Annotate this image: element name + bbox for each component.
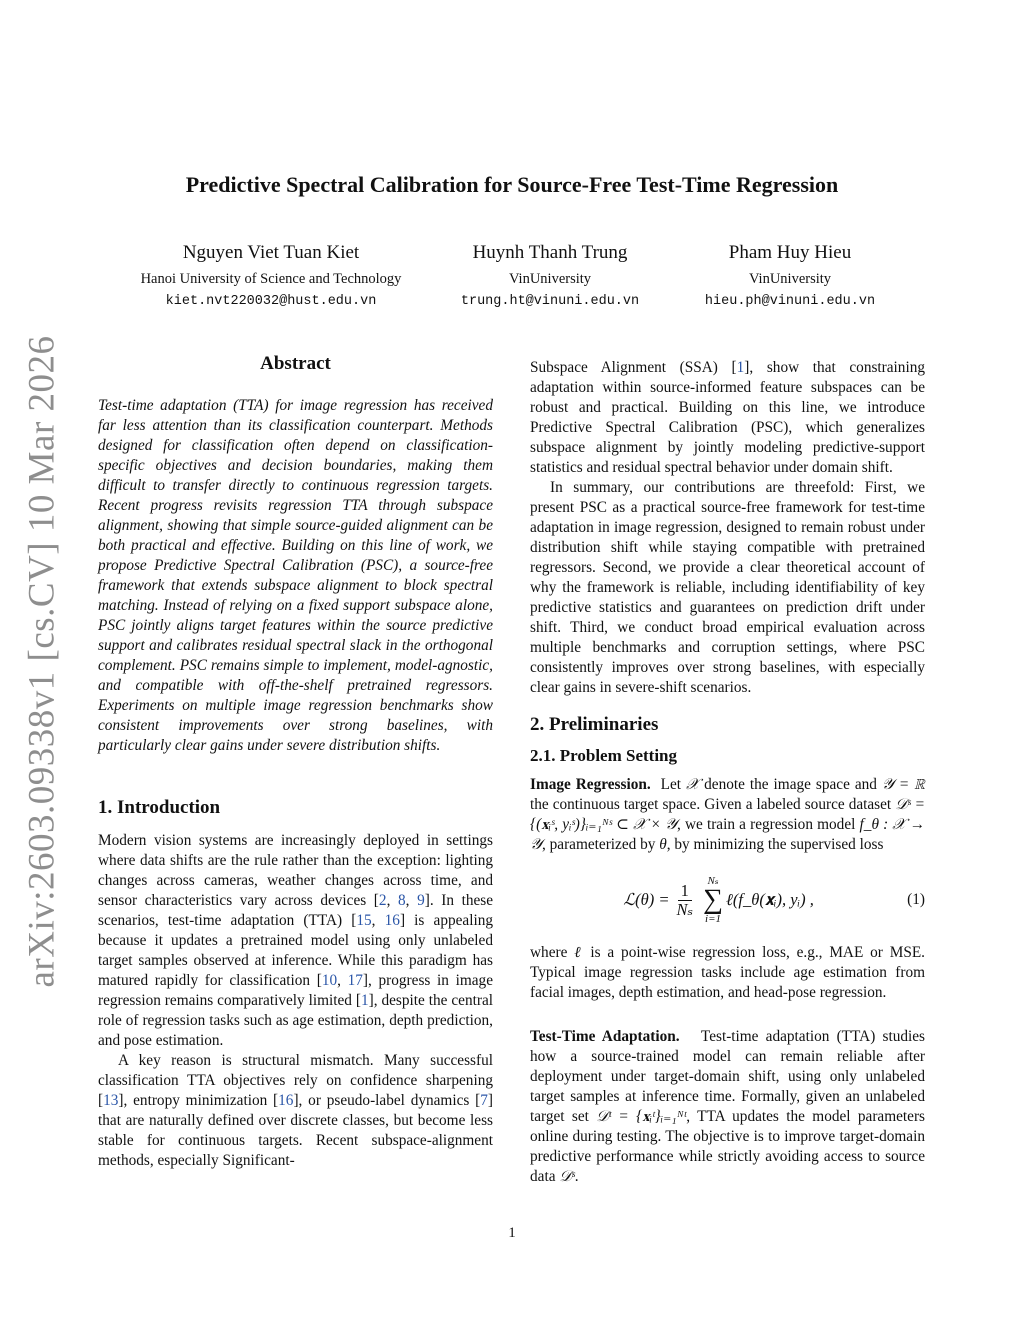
summation: [703, 875, 723, 925]
text-run: Test-time adaptation (TTA) studies how a source-trained model can remain reliable after deployment under target-domain shift, using only unlabeled target samples at inference time. Formally, given an unlabeled target set: [530, 1028, 925, 1125]
equation-rhs: ℓ(f_θ(𝐱ᵢ), yᵢ) ,: [726, 890, 814, 909]
citation-link[interactable]: 15: [356, 912, 372, 929]
paper-title: Predictive Spectral Calibration for Source-Free Test-Time Regression: [185, 172, 839, 197]
page-number: 1: [508, 1225, 516, 1241]
summation-upper-limit: Nₛ: [707, 875, 719, 887]
image-regression-paragraph: [530, 775, 925, 855]
text-run: , parameterized by: [542, 836, 656, 853]
arxiv-identifier-text: arXiv:2603.09338v1 [cs.CV] 10 Mar 2026: [21, 335, 63, 988]
text-run: denote the image space and: [704, 776, 877, 793]
text-run: where: [530, 944, 568, 961]
text-run: Let: [660, 776, 682, 793]
author-name: Pham Huy Hieu: [728, 242, 852, 263]
preliminaries-heading: 2. Preliminaries: [530, 714, 659, 735]
citation-link[interactable]: 10: [321, 972, 338, 989]
text-run: ], show that constraining adaptation within source-informed feature subspaces can be robust and practical. Building on this line, we introduce Predictive Spectral Calibration (PSC), which generalizes subspace alignment by jointly modeling predictive-support statistics and residual spectral behavior under domain shift.: [530, 359, 925, 476]
summation-lower-limit: i=1: [705, 913, 722, 925]
equation-lhs: ℒ(θ) =: [623, 890, 670, 909]
contribution-context-paragraph: [530, 358, 925, 478]
math-symbol: θ: [659, 836, 667, 853]
text-run: ]. In these scenarios, test-time adaptation (TTA) [: [98, 892, 493, 929]
introduction-heading: 1. Introduction: [98, 797, 221, 818]
text-run: ], entropy minimization [: [118, 1092, 279, 1109]
math-expression: 𝒟ˢ = {(𝐱ᵢˢ, yᵢˢ)}ᵢ₌₁ᴺˢ ⊂ 𝒳 × 𝒴: [530, 796, 926, 833]
right-column: [530, 358, 925, 1187]
text-run: ] that are naturally defined over discrete classes, but become less stable for continuous targets. Recent subspace-alignment methods, especially Significant-: [98, 1092, 493, 1169]
text-run: .: [574, 1168, 579, 1185]
problem-setting-heading: 2.1. Problem Setting: [530, 746, 678, 765]
text-run: Modern vision systems are increasingly deployed in settings where data shifts are the rule rather than the exception: lighting changes across cameras, weather changes across time, and sensor characteristics vary across devices [: [98, 832, 493, 909]
citation-link[interactable]: 1: [360, 992, 369, 1009]
introduction-paragraph-1: Modern vision systems are increasingly deployed in settings where data shifts are the rule rather than the exception: lighting changes across cameras, weather changes across time, and sensor characteristics vary across devices [2, 8, 9]. In these scenarios, test-time adaptation (TTA) [15, 16] is appealing because it updates a pretrained model using only unlabeled target samples observed at inference. While this paradigm has matured rapidly for classification [10, 17], progress in image regression remains comparatively limited [1], despite the central role of regression tasks such as age estimation, depth prediction, and pose estimation.: [98, 832, 493, 1049]
tta-paragraph: [530, 1027, 925, 1187]
author-name: Huynh Thanh Trung: [472, 242, 628, 263]
introduction-paragraph-2: [98, 1051, 493, 1171]
text-run: ], progress in image regression remains comparatively limited [: [98, 972, 493, 1009]
author-affiliation: VinUniversity: [508, 271, 592, 287]
citation-link[interactable]: 17: [347, 972, 363, 989]
author-email: kiet.nvt220032@hust.edu.vn: [165, 294, 377, 309]
author-name: Nguyen Viet Tuan Kiet: [182, 242, 360, 263]
author-email: hieu.ph@vinuni.edu.vn: [704, 294, 876, 309]
abstract-heading: Abstract: [260, 353, 331, 374]
citation-link[interactable]: 13: [103, 1092, 119, 1109]
text-run: ], despite the central role of regression tasks such as age estimation, depth prediction, and pose estimation.: [98, 992, 493, 1049]
author-affiliation: Hanoi University of Science and Technology: [140, 271, 402, 287]
left-column: [98, 352, 493, 1171]
author-block-2: [425, 240, 675, 313]
contributions-paragraph: In summary, our contributions are threefold: First, we present PSC as a practical source-free framework for test-time adaptation in image regression, designed to remain robust under distribution shift while staying compatible with pretrained regressors. Second, we provide a clear theoretical account of why the framework is reliable, including identifiability of key predictive statistics and guarantees on prediction drift under shift. Third, we conduct broad empirical evaluation across multiple benchmarks and corruption settings, where PSC consistently improves over strong baselines, with especially clear gains in severe-shift scenarios.: [530, 479, 925, 696]
math-expression: 𝒟ᵗ = {𝐱ᵢᵗ}ᵢ₌₁ᴺᵗ: [596, 1108, 687, 1125]
text-run: , by minimizing the supervised loss: [666, 836, 884, 853]
citation-link[interactable]: 1: [736, 359, 745, 376]
paragraph-lead: Test-Time Adaptation.: [530, 1028, 680, 1045]
text-run: ] is appealing because it updates a pretrained model using only unlabeled target samples observed at inference. While this paradigm has matured rapidly for classification [: [98, 912, 493, 989]
equation-body: [530, 875, 907, 925]
text-run: is a point-wise regression loss, e.g., MAE or MSE. Typical image regression tasks include age estimation from facial images, depth estimation, and head-pose regression.: [530, 944, 925, 1001]
author-block-1: [120, 240, 422, 313]
summation-sign: ∑: [703, 884, 724, 915]
text-run: A key reason is structural mismatch. Many successful classification TTA objectives rely on confidence sharpening [: [98, 1052, 493, 1109]
math-symbol: ℓ: [574, 944, 584, 961]
citation-link[interactable]: 8: [397, 892, 406, 909]
math-expression: 𝒴 = ℝ: [881, 776, 926, 793]
text-run: the continuous target space. Given a labeled source dataset: [530, 796, 892, 813]
text-run: , TTA updates the model parameters online during testing. The objective is to improve target-domain predictive performance while strictly avoiding access to source data: [530, 1108, 925, 1185]
text-run: ], or pseudo-label dynamics [: [293, 1092, 481, 1109]
text-run: Subspace Alignment (SSA) [: [530, 359, 737, 376]
author-block-3: [680, 240, 900, 313]
math-expression: f_θ : 𝒳 → 𝒴: [530, 816, 925, 853]
arxiv-identifier-stamp: [12, 335, 72, 988]
text-run: , we train a regression model: [676, 816, 856, 833]
math-symbol: 𝒳: [686, 776, 700, 793]
equation-1: [530, 869, 925, 931]
abstract-text: Test-time adaptation (TTA) for image regression has received far less attention than its classification counterpart. Methods designed for classification often depend on classification-specific objectives and decision boundaries, making them difficult to transfer directly to continuous regression targets. Recent progress revisits regression TTA through subspace alignment, showing that simple source-guided alignment can be both practical and effective. Building on this line of work, we propose Predictive Spectral Calibration (PSC), a source-free framework that extends subspace alignment to block spectral matching. Instead of relying on a fixed support subspace alone, PSC jointly aligns target features within the source predictive support and calibrates residual spectral slack in the orthogonal complement. PSC remains simple to implement, model-agnostic, and compatible with off-the-shelf pretrained regressors. Experiments on multiple image regression benchmarks show consistent improvements over strong baselines, with particularly clear gains under severe distribution shifts.: [98, 397, 493, 754]
citation-link[interactable]: 2: [378, 892, 387, 909]
citation-link[interactable]: 16: [384, 912, 400, 929]
fraction-numerator: 1: [678, 882, 692, 901]
paragraph-lead: Image Regression.: [530, 776, 651, 793]
citation-link[interactable]: 9: [417, 892, 425, 909]
fraction: [673, 882, 696, 919]
fraction-denominator: Nₛ: [676, 899, 694, 919]
citation-link[interactable]: 16: [278, 1092, 294, 1109]
math-symbol: 𝒟ˢ: [559, 1168, 575, 1185]
author-email: trung.ht@vinuni.edu.vn: [460, 294, 640, 309]
loss-explanation-paragraph: [530, 943, 925, 1003]
citation-link[interactable]: 7: [480, 1092, 488, 1109]
equation-number: (1): [907, 891, 925, 908]
author-affiliation: VinUniversity: [748, 271, 832, 287]
